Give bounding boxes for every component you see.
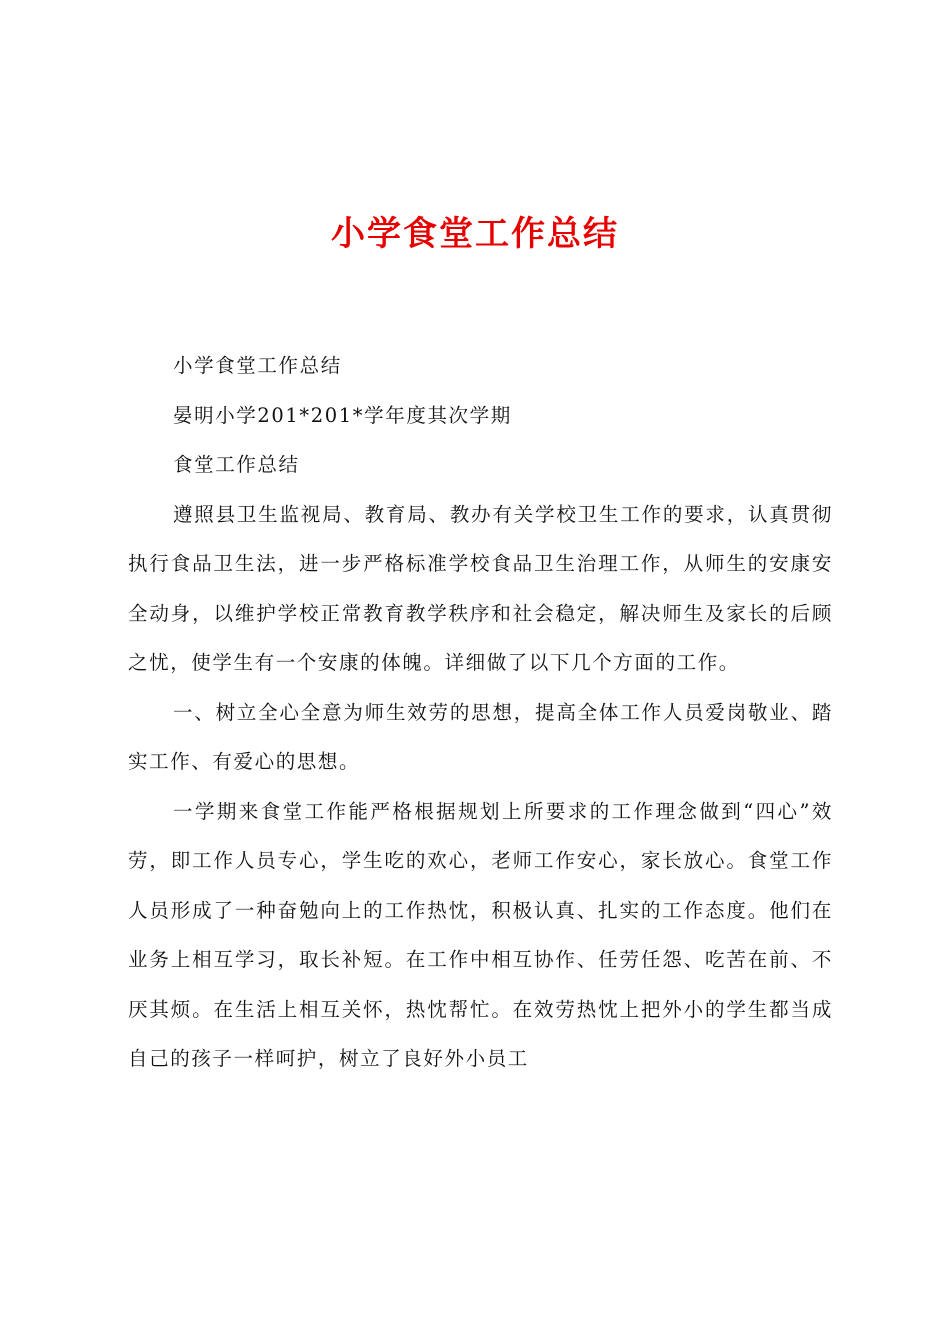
document-title: 小学食堂工作总结 [331, 214, 619, 254]
document-body [128, 341, 833, 1084]
paragraph-school-term: 晏明小学201*201*学年度其次学期 [173, 403, 512, 427]
paragraph-heading: 食堂工作总结 [173, 453, 300, 476]
paragraph-section-one-body: 一学期来食堂工作能严格根据规划上所要求的工作理念做到“四心”效劳，即工作人员专心，学生吃的欢心，老师工作安心，家长放心。食堂工作人员形成了一种奋勉向上的工作热忱，积极认真、扎实的工作态度。他们在业务上相互学习，取长补短。在工作中相互协作、任劳任怨、吃苦在前、不厌其烦。在生活上相互关怀，热忱帮忙。在效劳热忱上把外小的学生都当成自己的孩子一样呵护，树立了良好外小员工 [128, 799, 833, 1070]
paragraph-section-one: 一、树立全心全意为师生效劳的思想，提高全体工作人员爱岗敬业、踏实工作、有爱心的思想。 [128, 700, 833, 773]
paragraph-intro: 遵照县卫生监视局、教育局、教办有关学校卫生工作的要求，认真贯彻执行食品卫生法，进一步严格标准学校食品卫生治理工作，从师生的安康安全动身，以维护学校正常教育教学秩序和社会稳定，解决师生及家长的后顾之忧，使学生有一个安康的体魄。详细做了以下几个方面的工作。 [128, 502, 833, 674]
paragraph-subtitle: 小学食堂工作总结 [173, 354, 342, 377]
